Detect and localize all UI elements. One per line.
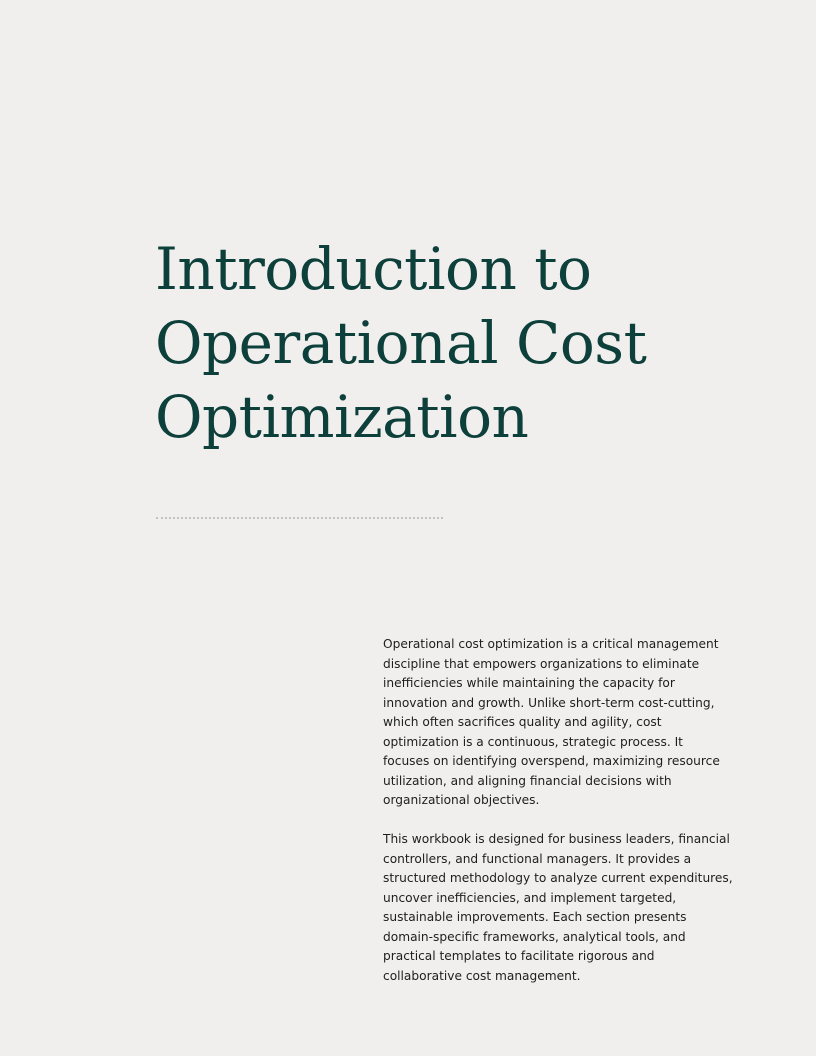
paragraph-2	[383, 830, 733, 986]
text-line: discipline that empowers organizations to eliminate	[383, 656, 700, 671]
text-line: organizational objectives.	[383, 793, 540, 807]
title-line: Introduction to	[155, 235, 592, 303]
text-line: optimization is a continuous, strategic process. It	[383, 734, 683, 749]
text-line: sustainable improvements. Each section presents	[383, 910, 687, 924]
intro-body	[383, 635, 733, 1006]
page-title	[155, 232, 646, 454]
title-line: Optimization	[155, 383, 529, 451]
text-line: which often sacrifices quality and agility, cost	[383, 715, 662, 729]
text-line: uncover inefficiencies, and implement targeted,	[383, 890, 677, 905]
text-line: innovation and growth. Unlike short-term cost-cutting,	[383, 695, 715, 710]
text-line: focuses on identifying overspend, maximizing resource	[383, 754, 720, 768]
text-line: This workbook is designed for business leaders, financial	[383, 832, 730, 846]
dotted-divider	[156, 517, 443, 519]
title-line: Operational Cost	[155, 309, 647, 377]
text-line: practical templates to facilitate rigorous and	[383, 949, 655, 963]
paragraph-1	[383, 635, 733, 811]
text-line: controllers, and functional managers. It provides a	[383, 851, 692, 866]
text-line: utilization, and aligning financial decisions with	[383, 773, 672, 788]
text-line: inefficiencies while maintaining the capacity for	[383, 676, 675, 690]
text-line: domain-specific frameworks, analytical tools, and	[383, 929, 686, 944]
text-line: collaborative cost management.	[383, 968, 581, 983]
text-line: Operational cost optimization is a critical management	[383, 637, 719, 651]
text-line: structured methodology to analyze current expenditures,	[383, 871, 733, 885]
